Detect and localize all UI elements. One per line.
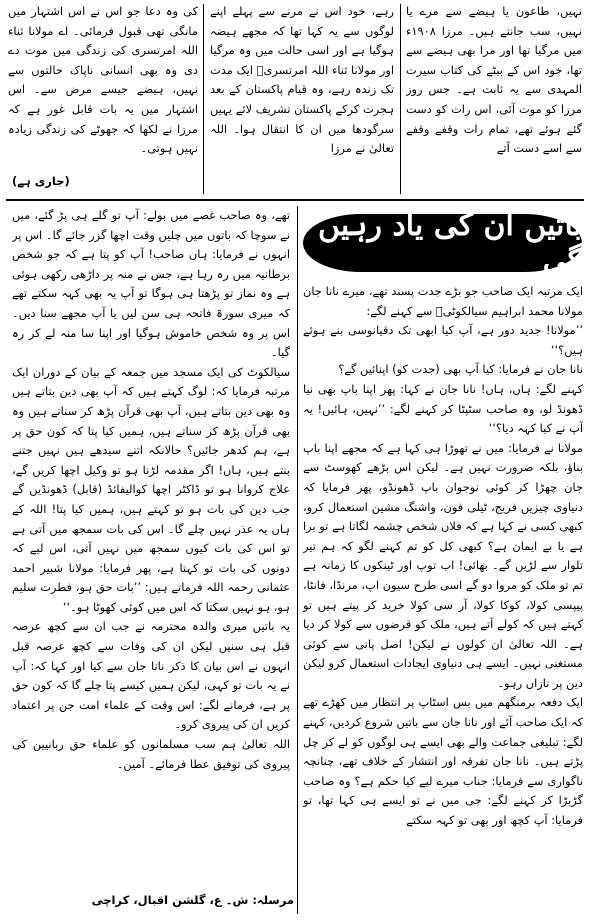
top-column-middle <box>210 2 394 194</box>
top-left-text: کی وہ دعا جو اس نے اس اشتہار میں مانگی تھی قبول فرمائی۔ اے مولانا ثناء اللہ امرتسری کی زندگی میں موت دے دی وہ بھی انسانی ناپاک حالتوں سے نہیں، ہیضے جیسے مرض سے۔ اس اشتہار میں یہ بات قابل غور ہے کہ مرزا نے لکھا کہ جھوٹے کی زندگی زیادہ نہیں ہوتی۔ <box>8 4 198 156</box>
top-column-right <box>406 2 582 194</box>
article-paragraph: کہنے لگے: ہاں، ہاں! نانا جان نے کہا: پھر اپنا باپ بھی نیا ڈھونڈ لو، وہ صاحب سٹپٹا کر کہنے لگے: ’’نہیں، ہائیں! یہ آپ نے کیا کہہ دیا؟‘‘ <box>303 381 583 436</box>
top-middle-text: رہے، خود اس نے مرنے سے پہلے اپنے لوگوں سے یہ کہا تھا کہ مجھے ہیضہ ہوگیا ہے اور اسی حالت میں وہ مرگیا اور مولانا ثناء اللہ امرتسریؒ ایک مدت تک زندہ رہے، وہ قیام پاکستان کے بعد ہجرت کرکے پاکستان تشریف لائے یہیں سرگودھا میں ان کا انتقال ہوا۔ اللہ تعالیٰ نے مرزا <box>210 4 394 156</box>
section-divider <box>6 199 584 201</box>
top-column-left <box>8 2 198 174</box>
article-column-left <box>12 206 290 888</box>
top-right-text: نہیں، طاعون یا ہیضے سے مرے یا نہیں، سب جانتے ہیں۔ مرزا ۱۹۰۸ء میں مرگیا تھا اور مرا بھی ہیضے سے تھا، خود اس کے بیٹے کی کتاب سیرت المہدی سے یہ ثابت ہے۔ جس روز مرزا کو موت آئی، اس رات کو دست گئے ہوئے تھے، تمام رات وقفے وقفے سے اسے دست آتے <box>406 4 582 156</box>
sender-signature: مرسلہ: ش۔ ع، گلشن اقبال، کراچی <box>91 893 294 907</box>
article-column-right <box>303 282 583 918</box>
article-paragraph: یہ باتیں میری والدہ محترمہ نے جب ان سے کچھ عرصہ قبل ہی سنیں لیکن ان کی وفات سے کچھ عرصہ قبل انہوں نے اس بیان کا ذکر نانا جان سے کیا اور کہا کہ: آپ نے یہ بات تو کہی، لیکن ہمیں کیسے پتا چلے گا کہ کون حق پر ہے، فرمانے لگے: اس وقت کے علماء امت جن پر اعتماد کریں ان کی پیروی کرو۔ <box>12 619 290 732</box>
article-paragraph: تھے، وہ صاحب غصے میں بولے: آپ تو گلے ہی پڑ گئے، میں نے سوچا کہ باتوں میں چلیں وقت اچھا گزر جائے گا۔ اس پر انہوں نے فرمایا: ہاں صاحب! آپ کو پتا ہے کہ جو شخص برطانیہ میں رہ رہا ہے، جس نے منہ پر داڑھی رکھی ہوئی ہے وہ نماز تو پڑھتا ہی ہوگا تو آپ یہ بھی کہہ سکتے تھے کہ میری سورۃ فاتحہ ہی سن لیں یا آپ مجھے سنا دیں۔ اس پر وہ شخص خاموش ہوگیا اور اپنا سا منہ لے کر رہ گیا۔ <box>12 208 290 360</box>
column-rule <box>203 4 204 194</box>
article-title: باتیں ان کی یاد رہیں گی <box>318 208 582 278</box>
article-paragraph: نانا جان نے فرمایا: کیا آپ بھی (جدت کو) اپنائیں گے؟ <box>338 362 583 377</box>
article-paragraph: اللہ تعالیٰ ہم سب مسلمانوں کو علماء حق ربانیین کی پیروی کی توفیق عطا فرمائے۔ آمین۔ <box>12 737 290 771</box>
article-paragraph: ’’مولانا! جدید دور ہے، آپ کیا ابھی تک دقیانوسی بنے ہوئے ہیں؟‘‘ <box>303 323 583 357</box>
article-title-banner <box>303 208 582 278</box>
article-paragraph: ایک دفعہ برمنگھم میں بس اسٹاپ پر انتظار میں کھڑے تھے کہ ایک صاحب آئے اور نانا جان سے باتیں شروع کردیں، کہنے لگے: تبلیغی جماعت والے بھی ایسے ہی لوگوں کو لے کر چل پڑتے ہیں۔ نانا جان تفرقہ اور انتشار کے خلاف تھے، چنانچہ ناگواری سے فرمایا: جناب میرے لیے کیا حکم ہے؟ وہ صاحب گڑبڑا کر کہنے لگے: جی میں نے تو ایسے ہی کہا تھا، تو فرمایا: آپ کچھ اور بھی تو کہہ سکتے <box>303 695 583 828</box>
article-paragraph: سیالکوٹ کی ایک مسجد میں جمعہ کے بیان کے دوران ایک مرتبہ فرمایا کہ: لوگ کہتے ہیں کہ آپ بھی دین بتاتے ہیں وہ بھی دین بتاتے ہیں، آپ بھی قرآن پڑھ کر سناتے ہیں وہ بھی قرآن پڑھ کر سناتے ہیں، ہمیں کیا پتا کہ کون حق پر ہے، ہم کدھر جائیں؟ حالانکہ اتنے سیدھے ہیں نہیں جتنے بنتے ہیں، ہاں! اگر مقدمہ لڑنا ہو تو وکیل اچھا کریں گے، علاج کروانا ہو تو ڈاکٹر اچھا کوالیفائڈ (قابل) ڈھونڈیں گے جب دین کی بات ہو تو کہتے ہیں، ہمیں کیا پتا! اللہ کے ہاں یہ عذر نہیں چلے گا۔ اس کی بات سمجھ میں آتی ہے تو اس کی بات کیوں سمجھ میں نہیں آتی، اس لیے کہ دونوں کی بات تو کہتا ہے، پھر فرمایا: مولانا شبیر احمد عثمانی رحمہ اللہ فرماتے ہیں: ’’بات حق ہو، فطرت سلیم ہو، ہو نہیں سکتا کہ اس میں کوئی کھوٹا ہو۔‘‘ <box>12 364 290 614</box>
column-rule <box>297 206 298 914</box>
continued-label: (جاری ہے) <box>12 174 70 188</box>
article-paragraph: مولانا نے فرمایا: میں نے تھوڑا ہی کہا ہے کہ مجھے اپنا باپ بناؤ، بلکہ ضرورت نہیں ہے۔ لیکن اس بڑھے کھوسٹ سے جان چھڑا کر کوئی نوجوان باپ ڈھونڈو، پھر فرمایا کہ دنیاوی چیزیں فریج، ٹیلی فون، واشنگ مشین استعمال کرو، کبھی کسی نے کہا ہے کہ فلاں شخص چشمہ لگاتا ہے تو برا ہے یا بے ایمان ہے؟ کبھی کل کو تم کہنے لگو کہ ہم تیر تلوار سے لڑیں گے۔ بھائی! اب توپ اور ٹینکوں کا زمانہ ہے تم تو ملک کو مروا دو گے اسی طرح سیون اپ، مرنڈا، فانٹا، پیپسی کولا، کوکا کولا، آر سی کولا خرید کر پیتے ہیں تو کہتے ہیں کہ کولے آتے ہیں، ملک کو قرضوں سے کولا کر دیا ہے۔ اللہ تعالیٰ ان کولوں نے لیکن! اصل پانی سے کوئی مستغنی نہیں۔ ایسے ہی دنیاوی ایجادات استعمال کرو لیکن دین پر نازاں رہو۔ <box>303 440 583 690</box>
article-paragraph: ایک مرتبہ ایک صاحب جو بڑے جدت پسند تھے، میرے نانا جان مولانا محمد ابراہیم سیالکوٹیؒ سے کہنے لگے: <box>303 284 583 318</box>
column-rule <box>400 4 401 194</box>
